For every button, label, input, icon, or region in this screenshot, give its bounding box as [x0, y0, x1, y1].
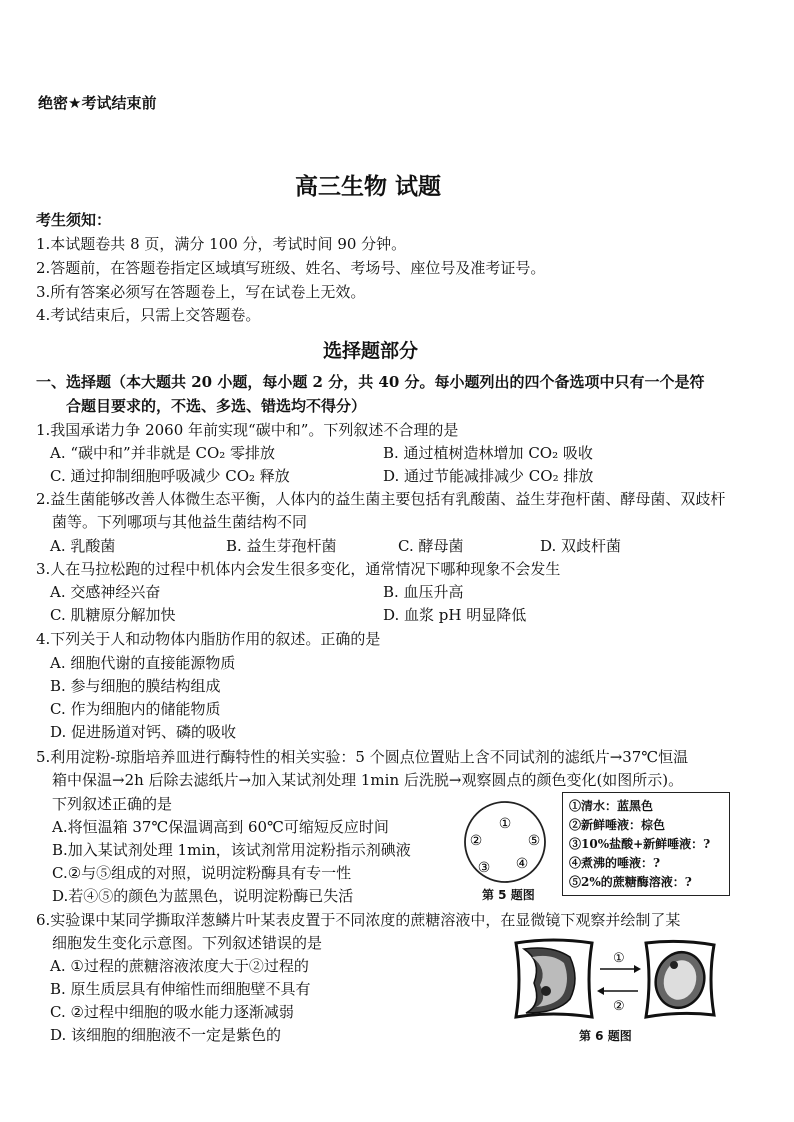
petri-dish-figure: [458, 800, 552, 884]
q5-option-b: B.加入某试剂处理 1min，该试剂常用淀粉指示剂碘液: [52, 841, 411, 859]
q4-option-b: B. 参与细胞的膜结构组成: [50, 677, 221, 695]
q6-option-c: C. ②过程中细胞的吸水能力逐渐减弱: [50, 1003, 294, 1021]
legend-item: ③10%盐酸+新鲜唾液：?: [569, 837, 711, 851]
notice-item: 1.本试题卷共 8 页，满分 100 分，考试时间 90 分钟。: [36, 235, 407, 253]
plasmolyzed-cell-icon: [516, 940, 592, 1017]
section-title: 选择题部分: [323, 340, 419, 362]
question-6-stem-cont: 细胞发生变化示意图。下列叙述错误的是: [52, 934, 323, 952]
section-instructions: 一、选择题（本大题共 20 小题，每小题 2 分，共 40 分。每小题列出的四个备选项中只有一个是符: [36, 373, 705, 391]
question-5-stem-cont: 箱中保温→2h 后除去滤纸片→加入某试剂处理 1min 后洗脱→观察圆点的颜色变化(如图所示)。: [52, 771, 684, 789]
q3-option-a: A. 交感神经兴奋: [50, 583, 161, 601]
question-3-stem: 3.人在马拉松跑的过程中机体内会发生很多变化，通常情况下哪种现象不会发生: [36, 560, 561, 578]
arrow-label-2: ②: [613, 999, 625, 1014]
figure-5-caption: 第 5 题图: [482, 888, 535, 902]
plasmolysis-figure: [508, 935, 720, 1023]
dish-spot-3: ③: [477, 860, 491, 876]
section-instructions-cont: 合题目要求的，不选、多选、错选均不得分）: [66, 397, 367, 415]
question-2-stem: 2.益生菌能够改善人体微生态平衡，人体内的益生菌主要包括有乳酸菌、益生芽孢杆菌、酵母菌、双歧杆: [36, 490, 726, 508]
q5-option-c: C.②与⑤组成的对照，说明淀粉酶具有专一性: [52, 864, 352, 882]
legend-item: ⑤2%的蔗糖酶溶液：?: [569, 875, 692, 889]
process-arrows-icon: [597, 951, 641, 1014]
dish-spot-5: ⑤: [527, 833, 541, 849]
q1-option-d: D. 通过节能减排减少 CO₂ 排放: [383, 467, 594, 485]
question-2-stem-cont: 菌等。下列哪项与其他益生菌结构不同: [52, 513, 308, 531]
q1-option-b: B. 通过植树造林增加 CO₂ 吸收: [383, 444, 593, 462]
question-4-stem: 4.下列关于人和动物体内脂肪作用的叙述。正确的是: [36, 630, 381, 648]
q2-option-d: D. 双歧杆菌: [540, 537, 622, 555]
notice-item: 3.所有答案必须写在答题卷上，写在试卷上无效。: [36, 283, 366, 301]
q4-option-d: D. 促进肠道对钙、磷的吸收: [50, 723, 237, 741]
q2-option-c: C. 酵母菌: [398, 537, 464, 555]
q5-option-a: A.将恒温箱 37℃保温调高到 60℃可缩短反应时间: [52, 818, 389, 836]
legend-item: ②新鲜唾液：棕色: [569, 818, 666, 832]
q3-option-c: C. 肌糖原分解加快: [50, 606, 176, 624]
q6-option-d: D. 该细胞的细胞液不一定是紫色的: [50, 1026, 282, 1044]
dish-spot-1: ①: [498, 816, 512, 832]
arrow-label-1: ①: [613, 951, 625, 966]
legend-item: ④煮沸的唾液：?: [569, 856, 661, 870]
q3-option-d: D. 血浆 pH 明显降低: [383, 606, 527, 624]
notice-item: 4.考试结束后，只需上交答题卷。: [36, 306, 261, 324]
q2-option-a: A. 乳酸菌: [50, 537, 116, 555]
q5-option-d: D.若④⑤的颜色为蓝黑色，说明淀粉酶已失活: [52, 887, 354, 905]
figure-6-caption: 第 6 题图: [579, 1029, 632, 1043]
notice-item: 2.答题前，在答题卷指定区域填写班级、姓名、考场号、座位号及准考证号。: [36, 259, 546, 277]
confidential-mark: 绝密★考试结束前: [38, 94, 157, 112]
page-title: 高三生物 试题: [295, 174, 442, 200]
q2-option-b: B. 益生芽孢杆菌: [226, 537, 337, 555]
q4-option-a: A. 细胞代谢的直接能源物质: [50, 654, 236, 672]
q1-option-a: A. “碳中和”并非就是 CO₂ 零排放: [50, 444, 276, 462]
q4-option-c: C. 作为细胞内的储能物质: [50, 700, 221, 718]
legend-item: ①清水：蓝黑色: [569, 799, 654, 813]
q3-option-b: B. 血压升高: [383, 583, 464, 601]
notice-heading: 考生须知：: [36, 211, 112, 229]
question-5-stem: 5.利用淀粉-琼脂培养皿进行酶特性的相关实验：5 个圆点位置贴上含不同试剂的滤纸片→37℃恒温: [36, 748, 689, 766]
q1-option-c: C. 通过抑制细胞呼吸减少 CO₂ 释放: [50, 467, 290, 485]
question-5-stem-cont: 下列叙述正确的是: [52, 795, 173, 813]
question-1-stem: 1.我国承诺力争 2060 年前实现“碳中和”。下列叙述不合理的是: [36, 421, 459, 439]
question-6-stem: 6.实验课中某同学撕取洋葱鳞片叶某表皮置于不同浓度的蔗糖溶液中，在显微镜下观察并绘制了某: [36, 911, 681, 929]
turgid-cell-icon: [646, 941, 714, 1017]
dish-spot-4: ④: [515, 856, 529, 872]
q6-option-b: B. 原生质层具有伸缩性而细胞壁不具有: [50, 980, 311, 998]
q6-option-a: A. ①过程的蔗糖溶液浓度大于②过程的: [50, 957, 309, 975]
dish-spot-2: ②: [469, 833, 483, 849]
figure-5-legend: [562, 792, 730, 896]
